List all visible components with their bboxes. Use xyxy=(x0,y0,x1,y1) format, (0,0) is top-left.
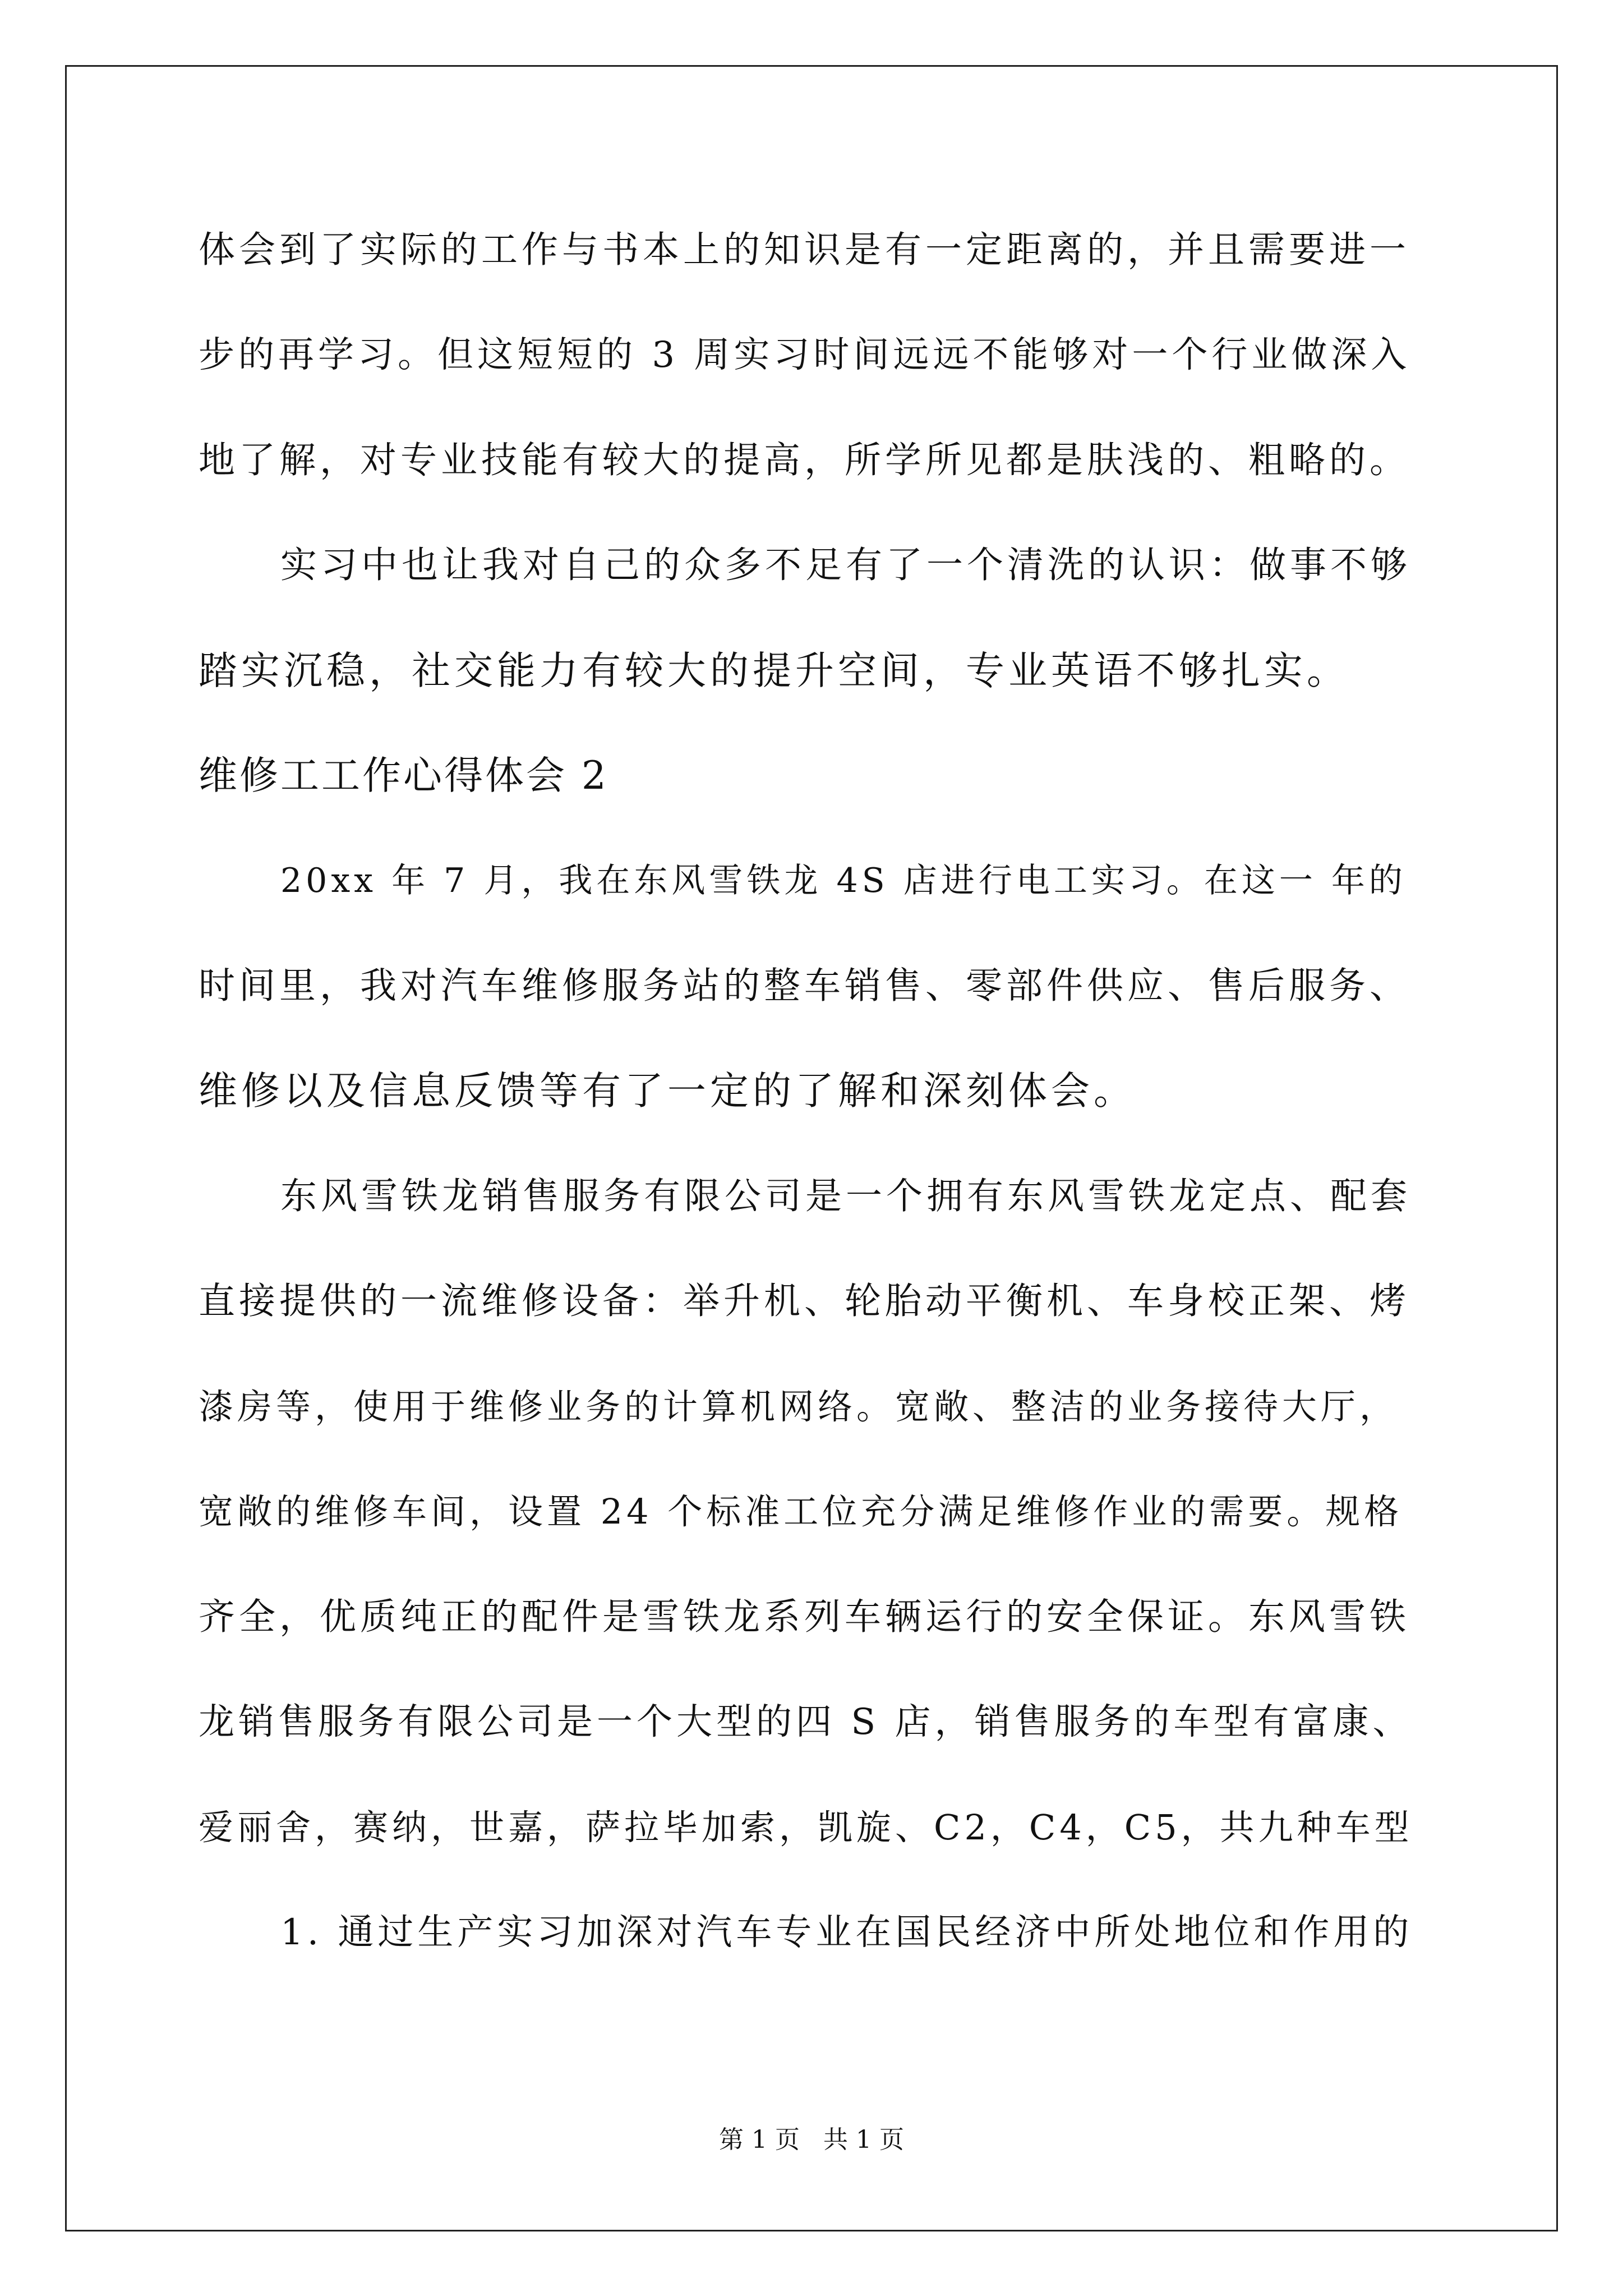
paragraph-line: 地了解，对专业技能有较大的提高，所学所见都是肤浅的、粗略的。 xyxy=(199,439,1410,481)
paragraph-line: 爱丽舍，赛纳，世嘉，萨拉毕加索，凯旋、C2，C4，C5，共九种车型 xyxy=(199,1807,1413,1848)
paragraph-line: 维修以及信息反馈等有了一定的了解和深刻体会。 xyxy=(199,1069,1136,1114)
paragraph-line: 时间里，我对汽车维修服务站的整车销售、零部件供应、售后服务、 xyxy=(199,965,1410,1007)
page-footer: 第 1 页 共 1 页 xyxy=(719,2125,904,2154)
section-heading: 维修工工作心得体会 2 xyxy=(199,753,608,798)
paragraph-line: 漆房等，使用于维修业务的计算机网络。宽敞、整洁的业务接待大厅， xyxy=(199,1386,1399,1427)
paragraph-line: 步的再学习。但这短短的 3 周实习时间远远不能够对一个行业做深入 xyxy=(199,334,1411,376)
paragraph-line: 踏实沉稳，社交能力有较大的提升空间，专业英语不够扎实。 xyxy=(199,648,1349,693)
paragraph-line: 东风雪铁龙销售服务有限公司是一个拥有东风雪铁龙定点、配套 xyxy=(280,1175,1412,1217)
paragraph-line: 宽敞的维修车间，设置 24 个标准工位充分满足维修作业的需要。规格 xyxy=(199,1491,1403,1532)
paragraph-line: 直接提供的一流维修设备：举升机、轮胎动平衡机、车身校正架、烤 xyxy=(199,1280,1410,1322)
paragraph-line: 实习中也让我对自己的众多不足有了一个清洗的认识：做事不够 xyxy=(280,544,1412,586)
paragraph-line: 齐全，优质纯正的配件是雪铁龙系列车辆运行的安全保证。东风雪铁 xyxy=(199,1596,1410,1638)
page-border xyxy=(65,65,1558,2231)
paragraph-line: 体会到了实际的工作与书本上的知识是有一定距离的，并且需要进一 xyxy=(199,229,1410,271)
paragraph-line: 1. 通过生产实习加深对汽车专业在国民经济中所处地位和作用的 xyxy=(280,1912,1413,1953)
paragraph-line: 20xx 年 7 月，我在东风雪铁龙 4S 店进行电工实习。在这一 年的 xyxy=(280,861,1407,900)
paragraph-line: 龙销售服务有限公司是一个大型的四 S 店，销售服务的车型有富康、 xyxy=(199,1701,1413,1743)
